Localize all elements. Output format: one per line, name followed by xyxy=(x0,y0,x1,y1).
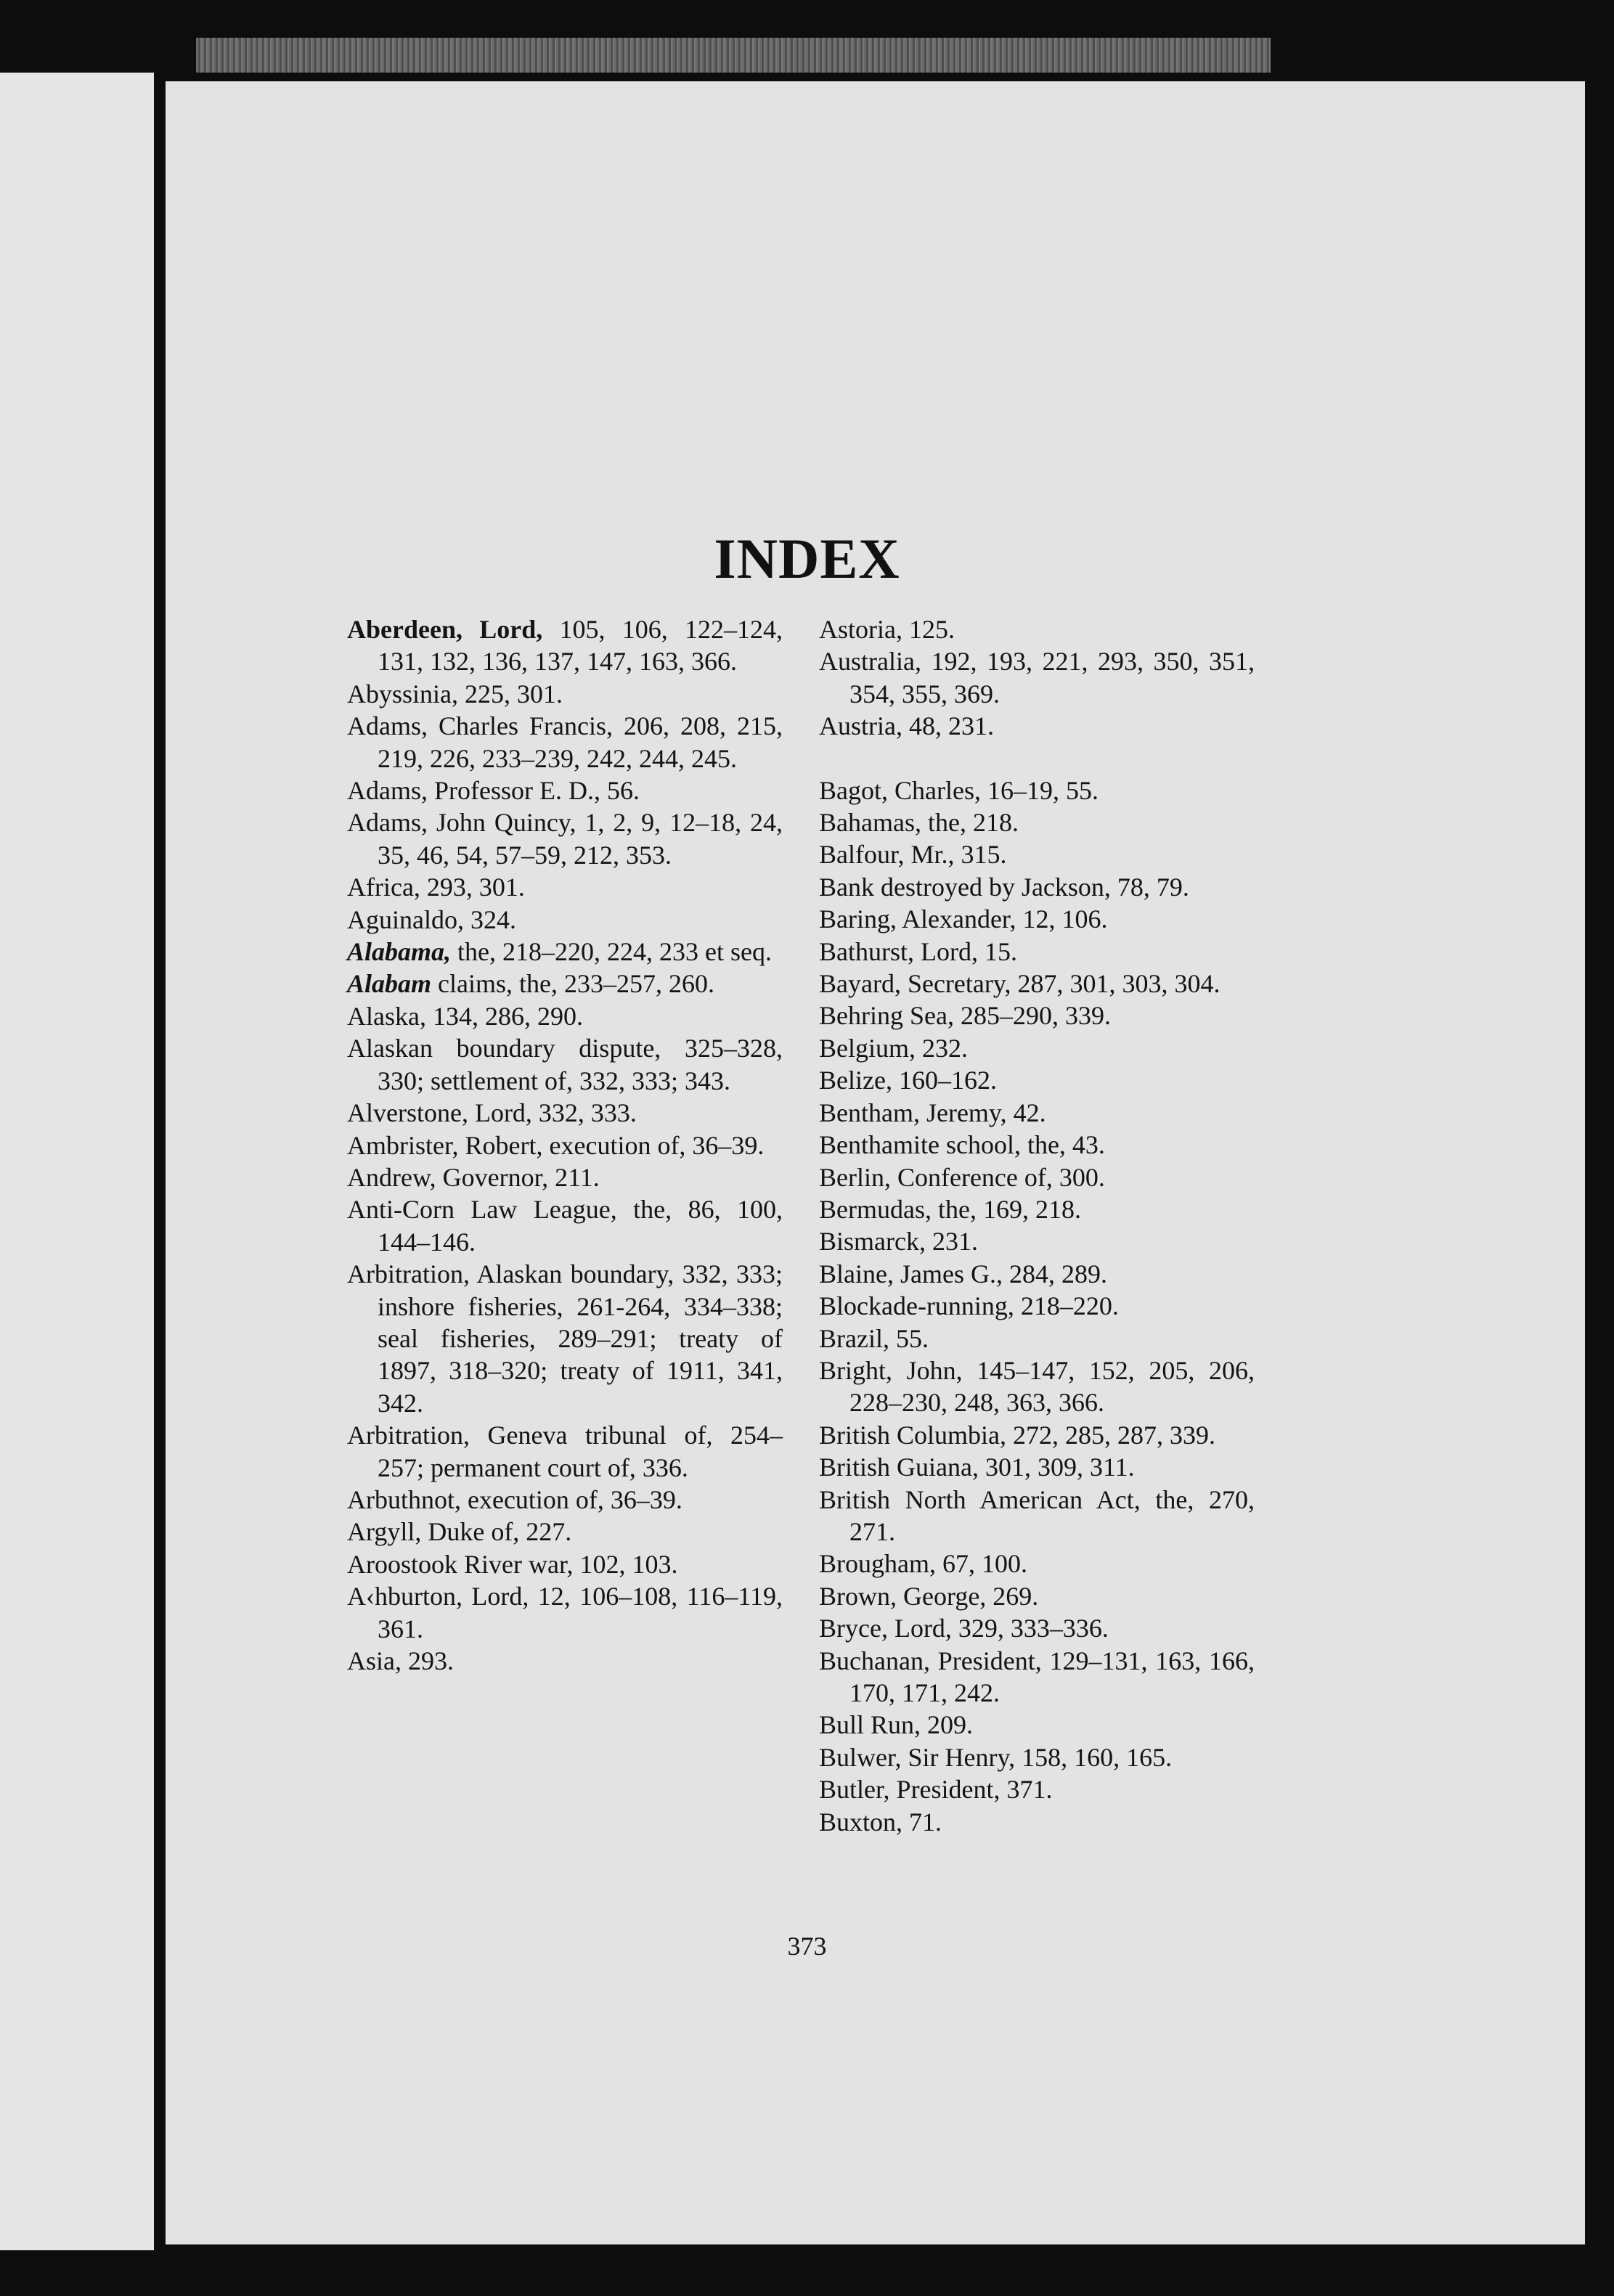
index-entry-text: Argyll, Duke of, 227. xyxy=(347,1517,572,1547)
index-entry-text: Anti-Corn Law League, the, 86, 100, 144–146. xyxy=(347,1195,783,1257)
index-entry xyxy=(347,1419,783,1484)
index-entry-text: Africa, 293, 301. xyxy=(347,873,525,902)
index-entry-text: Benthamite school, the, 43. xyxy=(819,1130,1105,1160)
index-entry xyxy=(819,1290,1255,1322)
index-entry-text: Arbitration, Geneva tribunal of, 254–257; permanent court of, 336. xyxy=(347,1421,783,1482)
index-entry-text: the, 218–220, 224, 233 et seq. xyxy=(451,937,772,967)
index-entry xyxy=(347,1161,783,1193)
index-entry-text: British Guiana, 301, 309, 311. xyxy=(819,1453,1135,1482)
index-entry xyxy=(819,1419,1255,1451)
index-entry xyxy=(819,1097,1255,1129)
index-column-left xyxy=(347,613,783,1677)
index-entry xyxy=(819,903,1255,935)
index-entry xyxy=(819,936,1255,968)
index-entry-italic: Alabama, xyxy=(347,937,452,967)
index-entry-text: Aroostook River war, 102, 103. xyxy=(347,1549,678,1579)
index-entry-text: Alverstone, Lord, 332, 333. xyxy=(347,1098,637,1128)
index-entry xyxy=(347,1193,783,1258)
index-entry xyxy=(347,904,783,936)
index-entry xyxy=(819,1451,1255,1483)
index-entry-text: British North American Act, the, 270, 271. xyxy=(819,1484,1255,1546)
index-entry xyxy=(347,1258,783,1419)
index-entry xyxy=(819,1129,1255,1161)
index-entry-text: Brown, George, 269. xyxy=(819,1581,1039,1611)
index-entry-text: Buxton, 71. xyxy=(819,1807,942,1837)
index-entry-text: Alaska, 134, 286, 290. xyxy=(347,1001,583,1031)
index-entry-text: Bayard, Secretary, 287, 301, 303, 304. xyxy=(819,969,1220,999)
index-entry xyxy=(347,1645,783,1677)
scan-edge-strip xyxy=(196,38,1271,73)
index-entry-text: Australia, 192, 193, 221, 293, 350, 351, 354, 355, 369. xyxy=(819,647,1255,708)
index-entry-text: Adams, John Quincy, 1, 2, 9, 12–18, 24, 35, 46, 54, 57–59, 212, 353. xyxy=(347,808,783,870)
index-entry-text: Ambrister, Robert, execution of, 36–39. xyxy=(347,1130,765,1160)
index-entry xyxy=(347,936,783,968)
index-entry-text: Butler, President, 371. xyxy=(819,1775,1053,1805)
index-entry-text: Bagot, Charles, 16–19, 55. xyxy=(819,775,1099,805)
index-entry-text: British Columbia, 272, 285, 287, 339. xyxy=(819,1420,1216,1450)
index-entry xyxy=(819,1032,1255,1064)
index-entry xyxy=(347,1097,783,1129)
index-entry xyxy=(819,1580,1255,1612)
index-entry-text: Belize, 160–162. xyxy=(819,1066,997,1095)
index-entry-text: Adams, Charles Francis, 206, 208, 215, 219, 226, 233–239, 242, 244, 245. xyxy=(347,711,783,773)
index-entry xyxy=(819,1064,1255,1096)
index-entry xyxy=(347,1000,783,1032)
index-entry xyxy=(819,1323,1255,1355)
index-entry-text: Austria, 48, 231. xyxy=(819,711,994,741)
index-entry xyxy=(347,1484,783,1516)
index-entry-text: Aguinaldo, 324. xyxy=(347,904,516,934)
index-entry xyxy=(347,1548,783,1580)
index-entry xyxy=(819,1484,1255,1548)
index-entry-text: Asia, 293. xyxy=(347,1646,454,1675)
index-entry-text: A‹hburton, Lord, 12, 106–108, 116–119, 361. xyxy=(347,1582,783,1643)
index-entry-text: Bull Run, 209. xyxy=(819,1710,974,1740)
index-entry-text: Bermudas, the, 169, 218. xyxy=(819,1194,1081,1224)
index-entry xyxy=(347,1580,783,1645)
index-entry xyxy=(819,710,1255,742)
index-entry xyxy=(819,1000,1255,1031)
index-entry-text: Bright, John, 145–147, 152, 205, 206, 228–230, 248, 363, 366. xyxy=(819,1355,1255,1418)
index-entry-text: Bryce, Lord, 329, 333–336. xyxy=(819,1614,1109,1643)
index-entry xyxy=(347,613,783,678)
index-entry-text: Baring, Alexander, 12, 106. xyxy=(819,904,1108,934)
page-title: INDEX xyxy=(714,527,900,590)
page-number: 373 xyxy=(787,1932,827,1961)
index-entry xyxy=(347,806,783,871)
index-entry-text: Adams, Professor E. D., 56. xyxy=(347,776,640,806)
index-entry xyxy=(819,968,1255,1000)
index-entry xyxy=(347,1129,783,1161)
index-entry xyxy=(819,1806,1255,1838)
index-entry xyxy=(819,806,1255,838)
index-entry-text: Buchanan, President, 129–131, 163, 166, 170, 171, 242. xyxy=(819,1646,1255,1707)
index-entry xyxy=(819,871,1255,903)
index-entry-text: Blockade-running, 218–220. xyxy=(819,1291,1119,1321)
index-column-right xyxy=(819,613,1255,1838)
index-entry-text: Bank destroyed by Jackson, 78, 79. xyxy=(819,872,1189,902)
index-entry-text: Alaskan boundary dispute, 325–328, 330; settlement of, 332, 333; 343. xyxy=(347,1034,783,1095)
adjacent-page-edge xyxy=(0,73,154,2250)
index-entry xyxy=(819,1161,1255,1193)
index-entry xyxy=(819,1709,1255,1741)
index-entry xyxy=(819,1225,1255,1257)
index-entry-text: Astoria, 125. xyxy=(819,615,955,644)
index-entry-text: 105, 106, 122–124, 131, 132, 136, 137, 147, 163, 366. xyxy=(378,615,783,677)
index-entry-text: Bismarck, 231. xyxy=(819,1227,978,1257)
index-entry xyxy=(347,968,783,1000)
index-entry xyxy=(347,871,783,903)
index-entry-text: Abyssinia, 225, 301. xyxy=(347,679,563,708)
index-entry-text: Belgium, 232. xyxy=(819,1033,968,1063)
index-entry xyxy=(819,1645,1255,1709)
index-entry-text: claims, the, 233–257, 260. xyxy=(431,969,714,999)
index-entry xyxy=(819,645,1255,710)
index-entry xyxy=(819,613,1255,645)
index-entry xyxy=(819,1741,1255,1773)
index-entry xyxy=(819,1548,1255,1580)
index-entry-head: Aberdeen, Lord, xyxy=(347,615,543,644)
index-entry-text: Arbitration, Alaskan boundary, 332, 333; inshore fisheries, 261-264, 334–338; seal fisheries, 289–291; treaty of 1897, 318–320; treaty of 1911, 341, 342. xyxy=(347,1259,783,1418)
index-entry xyxy=(347,678,783,710)
index-entry xyxy=(819,1258,1255,1290)
index-entry-text: Bathurst, Lord, 15. xyxy=(819,936,1017,966)
index-entry-text: Blaine, James G., 284, 289. xyxy=(819,1259,1107,1288)
index-entry-text: Balfour, Mr., 315. xyxy=(819,840,1007,870)
index-entry-text: Bahamas, the, 218. xyxy=(819,808,1019,838)
index-entry xyxy=(819,1193,1255,1225)
index-section-gap xyxy=(819,743,1255,775)
index-entry-text: Behring Sea, 285–290, 339. xyxy=(819,1001,1111,1031)
index-entry xyxy=(347,1516,783,1548)
index-entry-text: Brougham, 67, 100. xyxy=(819,1549,1027,1579)
index-entry xyxy=(819,1612,1255,1644)
index-entry xyxy=(819,1773,1255,1805)
index-entry-text: Brazil, 55. xyxy=(819,1323,929,1353)
index-entry xyxy=(347,775,783,806)
index-entry-text: Berlin, Conference of, 300. xyxy=(819,1162,1105,1192)
index-entry xyxy=(819,1355,1255,1419)
index-entry xyxy=(347,710,783,775)
index-entry-italic: Alabam xyxy=(347,969,432,999)
index-entry-text: Andrew, Governor, 211. xyxy=(347,1162,600,1192)
index-entry-text: Arbuthnot, execution of, 36–39. xyxy=(347,1484,682,1514)
index-entry xyxy=(347,1032,783,1097)
index-entry xyxy=(819,775,1255,806)
index-entry-text: Bulwer, Sir Henry, 158, 160, 165. xyxy=(819,1742,1173,1772)
index-entry xyxy=(819,838,1255,870)
index-entry-text: Bentham, Jeremy, 42. xyxy=(819,1098,1046,1127)
